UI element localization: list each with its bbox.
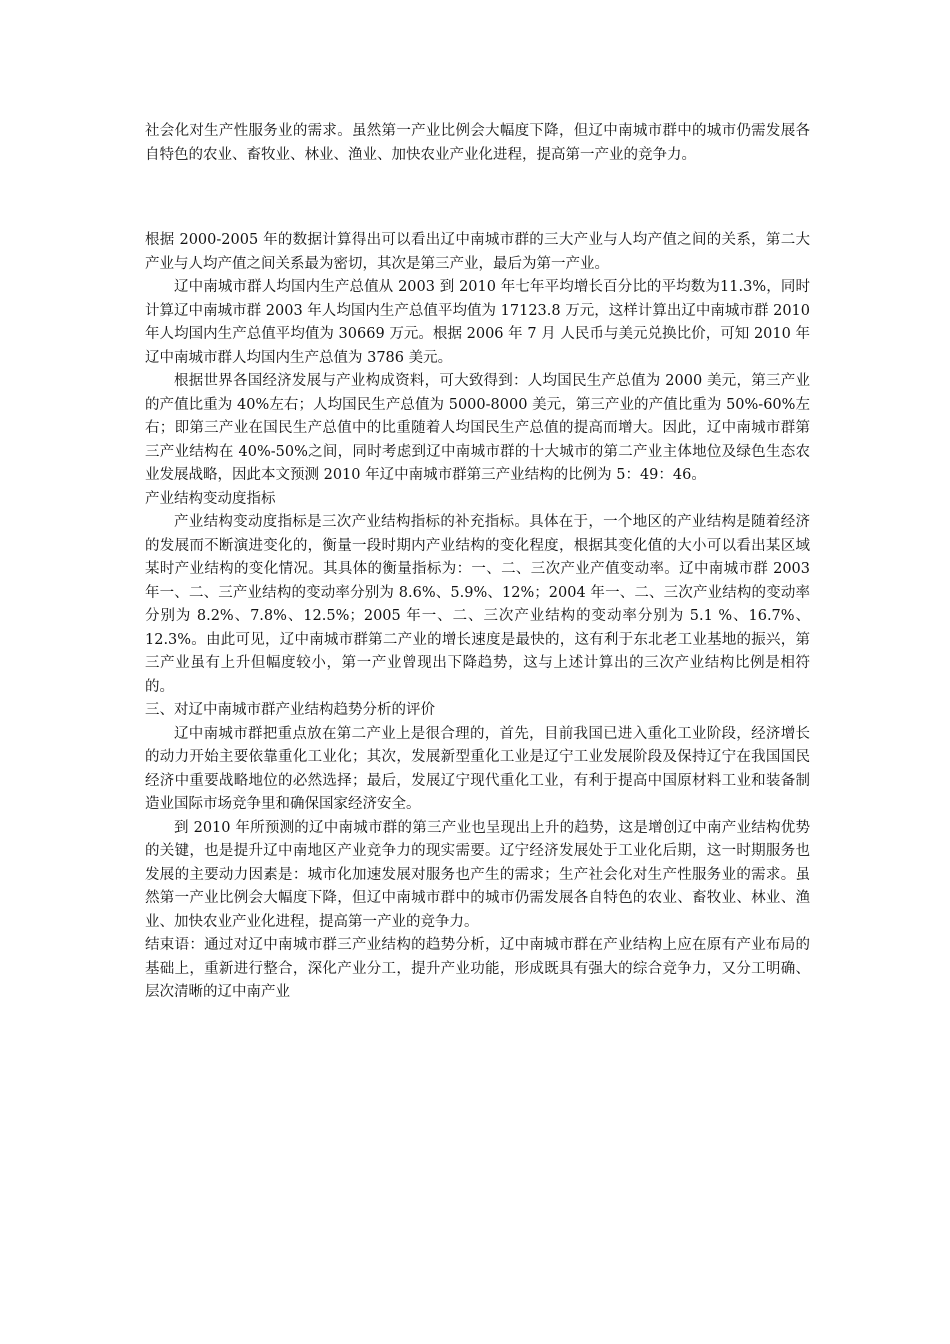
paragraph-change-rate: 产业结构变动度指标是三次产业结构指标的补充指标。具体在于，一个地区的产业结构是随着经济的发展而不断演进变化的，衡量一段时期内产业结构的变化程度，根据其变化值的大小可以看出某区域某时产业结构的变化情况。其具体的衡量指标为：一、二、三次产业产值变动率。辽中南城市群 2003 年一、二、三产业结构的变动率分别为 8.6%、5.9%、12%；2004 年一、二、三次产业结构的变动率分别为 8.2%、7.8%、12.5%；2005 年一、二、三次产业结构的变动率分别为 5.1 %、16.7%、12.3%。由此可见，辽中南城市群第二产业的增长速度是最快的，这有利于东北老工业基地的振兴，第三产业虽有上升但幅度较小，第一产业曾现出下降趋势，这与上述计算出的三次产业结构比例是相符的。 [145, 514, 810, 695]
paragraph-secondary-industry: 辽中南城市群把重点放在第二产业上是很合理的，首先，目前我国已进入重化工业阶段，经济增长的动力开始主要依靠重化工业化；其次，发展新型重化工业是辽宁工业发展阶段及保持辽宁在我国国民经济中重要战略地位的必然选择；最后，发展辽宁现代重化工业，有利于提高中国原材料工业和装备制造业国际市场竞争里和确保国家经济安全。 [145, 725, 810, 812]
document-page [145, 120, 810, 1005]
top-paragraph: 社会化对生产性服务业的需求。虽然第一产业比例会大幅度下降，但辽中南城市群中的城市仍需发展各自特色的农业、畜牧业、林业、渔业、加快农业产业化进程，提高第一产业的竞争力。 [145, 123, 810, 163]
paragraph-gdp-growth: 辽中南城市群人均国内生产总值从 2003 到 2010 年七年平均增长百分比的平均数为11.3%，同时计算辽中南城市群 2003 年人均国内生产总值平均值为 17123.8 万元，这样计算出辽中南城市群 2010 年人均国内生产总值平均值为 30669 万元。根据 2006 年 7 月 人民币与美元兑换比价，可知 2010 年辽中南城市群人均国内生产总值为 3786 美元。 [145, 279, 810, 366]
paragraph-tertiary-forecast: 根据世界各国经济发展与产业构成资料，可大致得到：人均国民生产总值为 2000 美元，第三产业的产值比重为 40%左右；人均国民生产总值为 5000-8000 美元，第三产业的产值比重为 50%-60%左右；即第三产业在国民生产总值中的比重随着人均国民生产总值的提高而增大。因此，辽中南城市群第三产业结构在 40%-50%之间，同时考虑到辽中南城市群的十大城市的第二产业主体地位及绿色生态农业发展战略，因此本文预测 2010 年辽中南城市群第三产业结构的比例为 5：49：46。 [145, 373, 810, 483]
section-heading-evaluation: 三、对辽中南城市群产业结构趋势分析的评价 [145, 702, 435, 718]
paragraph-correlation: 根据 2000-2005 年的数据计算得出可以看出辽中南城市群的三大产业与人均产值之间的关系，第二大产业与人均产值之间关系最为密切，其次是第三产业，最后为第一产业。 [145, 232, 810, 272]
section-heading-change-index: 产业结构变动度指标 [145, 490, 276, 507]
paragraph-tertiary-trend: 到 2010 年所预测的辽中南城市群的第三产业也呈现出上升的趋势，这是增创辽中南产业结构优势的关键，也是提升辽中南地区产业竞争力的现实需要。辽宁经济发展处于工业化后期，这一时期服务也发展的主要动力因素是：城市化加速发展对服务也产生的需求；生产社会化对生产性服务业的需求。虽然第一产业比例会大幅度下降，但辽中南城市群中的城市仍需发展各自特色的农业、畜牧业、林业、渔业、加快农业产业化进程，提高第一产业的竞争力。 [145, 819, 810, 930]
section-gap [145, 167, 810, 229]
paragraph-conclusion: 结束语：通过对辽中南城市群三产业结构的趋势分析，辽中南城市群在产业结构上应在原有产业布局的基础上，重新进行整合，深化产业分工，提升产业功能，形成既具有强大的综合竞争力，又分工明确、层次清晰的辽中南产业 [145, 937, 810, 1000]
